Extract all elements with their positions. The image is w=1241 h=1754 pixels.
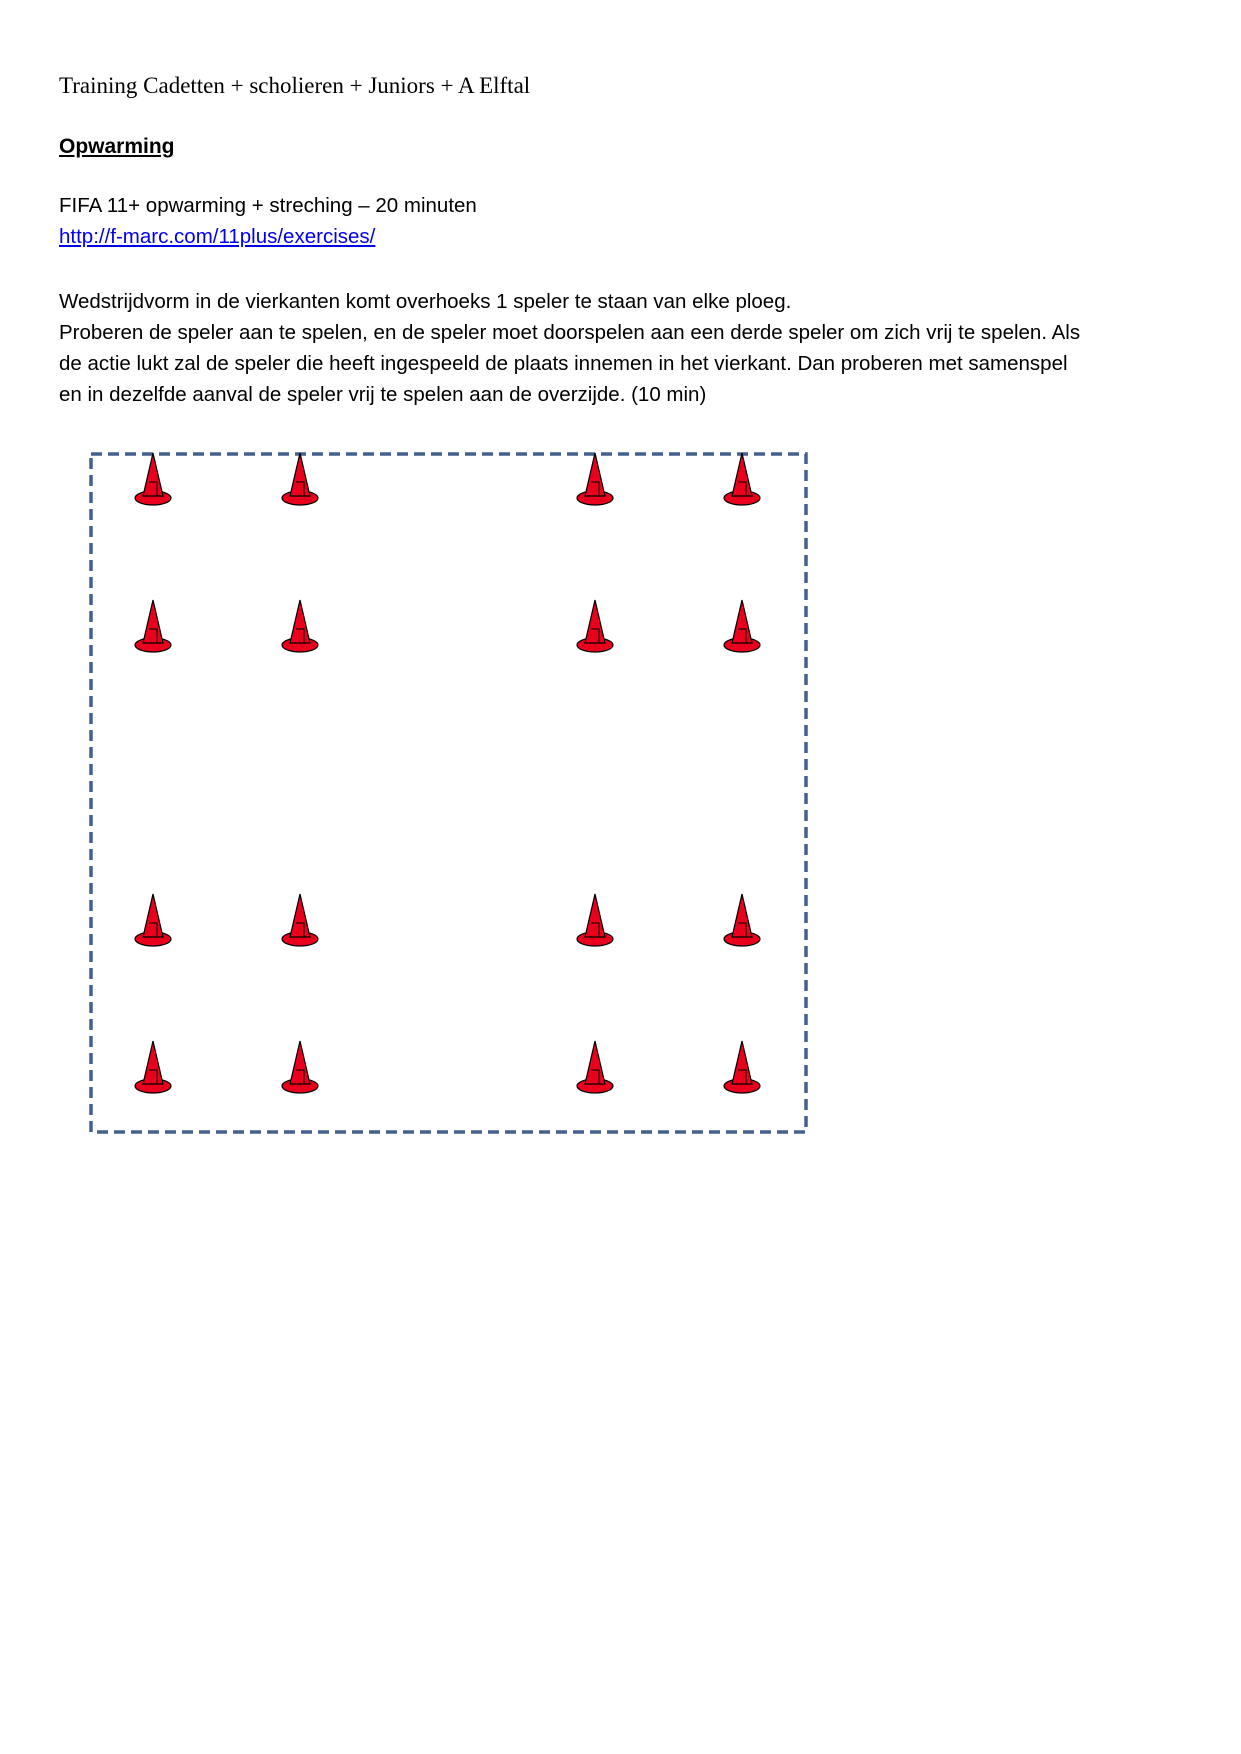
cone-icon xyxy=(724,1041,760,1093)
cones-group xyxy=(135,453,760,1093)
exercises-link[interactable]: http://f-marc.com/11plus/exercises/ xyxy=(59,225,376,248)
cone-icon xyxy=(135,1041,171,1093)
cone-icon xyxy=(135,453,171,505)
cone-icon xyxy=(577,1041,613,1093)
warmup-line: FIFA 11+ opwarming + streching – 20 minuten xyxy=(59,194,477,217)
cone-icon xyxy=(135,894,171,946)
section-heading: Opwarming xyxy=(59,135,175,158)
cone-icon xyxy=(282,1041,318,1093)
cone-icon xyxy=(282,894,318,946)
cone-icon xyxy=(135,600,171,652)
cone-icon xyxy=(577,600,613,652)
paragraph-line: de actie lukt zal de speler die heeft ingespeeld de plaats innemen in het vierkant. Dan proberen met samenspel xyxy=(59,352,1068,375)
cone-icon xyxy=(282,600,318,652)
paragraph-line: Wedstrijdvorm in de vierkanten komt overhoeks 1 speler te staan van elke ploeg. xyxy=(59,290,792,313)
cone-icon xyxy=(724,894,760,946)
cone-icon xyxy=(577,894,613,946)
cone-icon xyxy=(724,600,760,652)
cone-icon xyxy=(282,453,318,505)
field-boundary xyxy=(91,454,806,1132)
paragraph-line: en in dezelfde aanval de speler vrij te spelen aan de overzijde. (10 min) xyxy=(59,383,707,406)
cone-icon xyxy=(724,453,760,505)
document-title: Training Cadetten + scholieren + Juniors + A Elftal xyxy=(59,73,531,98)
cone-icon xyxy=(577,453,613,505)
paragraph-line: Proberen de speler aan te spelen, en de speler moet doorspelen aan een derde speler om zich vrij te spelen. Als xyxy=(59,321,1081,344)
